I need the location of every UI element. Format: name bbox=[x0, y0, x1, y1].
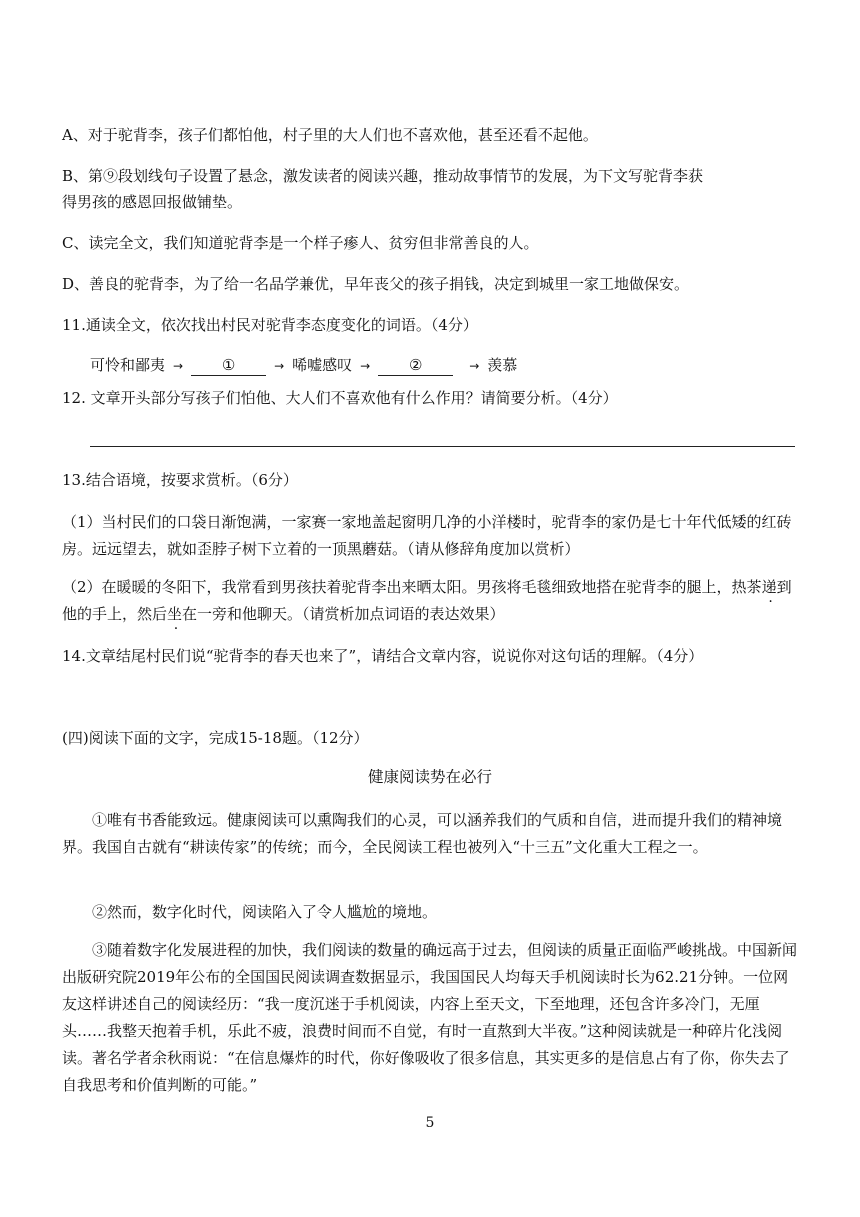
arrow-right-icon: → bbox=[469, 359, 480, 373]
option-b-line2: 得男孩的感恩回报做铺垫。 bbox=[62, 193, 243, 211]
dotted-word-di: 递 bbox=[761, 578, 777, 596]
arrow-right-icon: → bbox=[173, 359, 184, 373]
section-4-heading: (四)阅读下面的文字，完成15-18题。（12分） bbox=[62, 729, 369, 747]
chain-start: 可怜和鄙夷 bbox=[90, 356, 166, 374]
question-13: 13.结合语境，按要求赏析。（6分） bbox=[62, 471, 298, 489]
article-paragraph-2: ②然而，数字化时代，阅读陷入了令人尴尬的境地。 bbox=[92, 903, 438, 921]
article-paragraph-1: ①唯有书香能致远。健康阅读可以熏陶我们的心灵，可以涵养我们的气质和自信，进而提升我们的精神境界。我国自古就有“耕读传家”的传统；而今，全民阅读工程也被列入“十三五”文化重大工程之一。 bbox=[62, 811, 783, 856]
arrow-right-icon: → bbox=[360, 359, 371, 373]
option-c: C、读完全文，我们知道驼背李是一个样子瘆人、贫穷但非常善良的人。 bbox=[62, 234, 539, 252]
attitude-chain bbox=[90, 352, 830, 379]
question-11: 11.通读全文，依次找出村民对驼背李态度变化的词语。（4分） bbox=[62, 316, 478, 334]
arrow-right-icon: → bbox=[274, 359, 285, 373]
question-14: 14.文章结尾村民们说“驼背李的春天也来了”，请结合文章内容，说说你对这句话的理解。（4分） bbox=[62, 647, 704, 665]
chain-middle: 唏嘘感叹 bbox=[292, 356, 353, 374]
answer-line-12[interactable] bbox=[90, 446, 795, 447]
option-a: A、对于驼背李，孩子们都怕他，村子里的大人们也不喜欢他，甚至还看不起他。 bbox=[62, 126, 598, 144]
article-paragraph-3: ③随着数字化发展进程的加快，我们阅读的数量的确远高于过去，但阅读的质量正面临严峻挑战。中国新闻出版研究院2019年公布的全国国民阅读调查数据显示，我国国民人均每天手机阅读时长为62.21分钟。一位网友这样讲述自己的阅读经历：“我一度沉迷于手机阅读，内容上至天文，下至地理，还包含许多冷门，无厘头……我整天抱着手机，乐此不疲，浪费时间而不自觉，有时一直熬到大半夜。”这种阅读就是一种碎片化浅阅读。著名学者余秋雨说：“在信息爆炸的时代，你好像吸收了很多信息，其实更多的是信息占有了你，你失去了自我思考和价值判断的可能。” bbox=[62, 941, 798, 1094]
part2-text-c: 在一旁和他聊天。（请赏析加点词语的表达效果） bbox=[182, 605, 505, 623]
part2-text-b: 到他的手上，然后 bbox=[62, 578, 792, 623]
answer-blank-2[interactable]: ② bbox=[378, 355, 453, 376]
option-d: D、善良的驼背李，为了给一名品学兼优，早年丧父的孩子捐钱，决定到城里一家工地做保安。 bbox=[62, 275, 690, 293]
dotted-word-zuo: 坐 bbox=[167, 605, 183, 623]
question-13-part2 bbox=[62, 574, 797, 628]
question-13-part1: （1）当村民们的口袋日渐饱满，一家赛一家地盖起窗明几净的小洋楼时，驼背李的家仍是七十年代低矮的红砖房。远远望去，就如歪脖子树下立着的一顶黑蘑菇。（请从修辞角度加以赏析） bbox=[62, 513, 792, 558]
article-title: 健康阅读势在必行 bbox=[367, 768, 492, 786]
chain-end: 羡慕 bbox=[487, 356, 518, 374]
page-number: 5 bbox=[425, 1115, 435, 1131]
option-b-line1: B、第⑨段划线句子设置了悬念，激发读者的阅读兴趣，推动故事情节的发展，为下文写驼背李获 bbox=[62, 167, 704, 185]
part2-text-a: （2）在暖暖的冬阳下，我常看到男孩扶着驼背李出来晒太阳。男孩将毛毯细致地搭在驼背李的腿上，热茶 bbox=[62, 578, 762, 596]
question-12: 12. 文章开头部分写孩子们怕他、大人们不喜欢他有什么作用？请简要分析。（4分） bbox=[62, 389, 618, 407]
answer-blank-1[interactable]: ① bbox=[191, 355, 266, 376]
